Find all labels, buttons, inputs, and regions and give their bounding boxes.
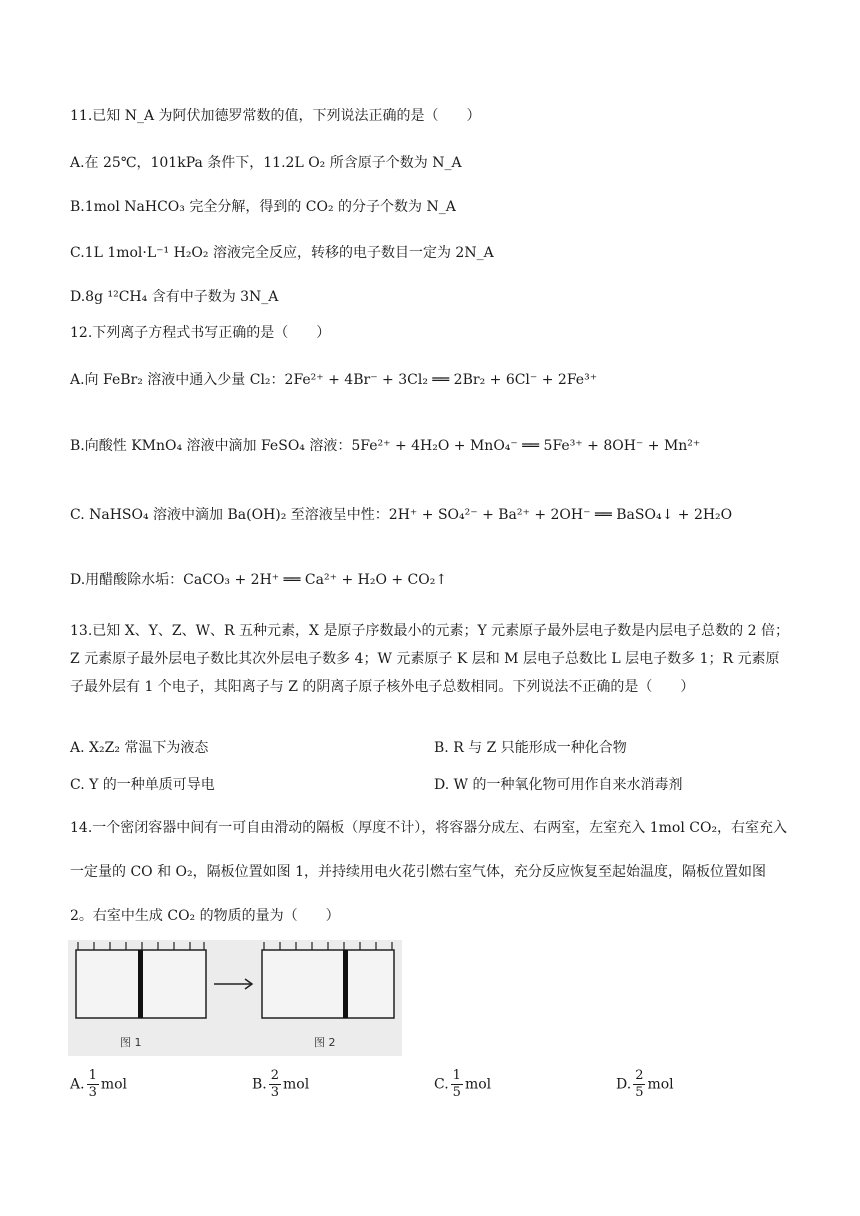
q13-option-b: B. R 与 Z 只能形成一种化合物: [434, 740, 627, 756]
q13-stem: 13.已知 X、Y、Z、W、R 五种元素，X 是原子序数最小的元素；Y 元素原子最外层电子数是内层电子总数的 2 倍；Z 元素原子最外层电子数比其次外层电子数多 4；W 元素原子 K 层和 M 层电子总数比 L 层电子数多 1；R 元素原子最外层有 1 个电子，其阳离子与 Z 的阴离子原子核外电子总数相同。下列说法不正确的是（ ）: [70, 623, 789, 695]
q11-option-a: A.在 25℃，101kPa 条件下，11.2L O₂ 所含原子个数为 N_A: [70, 155, 462, 171]
fig1-label: 图 1: [120, 1036, 142, 1049]
fig1-partition: [138, 950, 143, 1018]
q11-stem: 11.已知 N_A 为阿伏加德罗常数的值，下列说法正确的是（ ）: [70, 108, 481, 124]
q12-option-a: A.向 FeBr₂ 溶液中通入少量 Cl₂：2Fe²⁺ + 4Br⁻ + 3Cl₂ ══ 2Br₂ + 6Cl⁻ + 2Fe³⁺: [70, 372, 598, 388]
fig2-label: 图 2: [314, 1036, 336, 1049]
q14-stem: 14.一个密闭容器中间有一可自由滑动的隔板（厚度不计），将容器分成左、右两室，左室充入 1mol CO₂，右室充入一定量的 CO 和 O₂，隔板位置如图 1，并持续用电火花引燃右室气体，充分反应恢复至起始温度，隔板位置如图 2。右室中生成 CO₂ 的物质的量为（ ）: [70, 820, 788, 924]
q14-option-c: C. $\frac{1}{5}$ mol: [434, 1068, 492, 1100]
q12-option-b: B.向酸性 KMnO₄ 溶液中滴加 FeSO₄ 溶液：5Fe²⁺ + 4H₂O + MnO₄⁻ ══ 5Fe³⁺ + 8OH⁻ + Mn²⁺: [70, 438, 701, 454]
q11-option-d: D.8g ¹²CH₄ 含有中子数为 3N_A: [70, 289, 279, 305]
q13-option-c: C. Y 的一种单质可导电: [70, 777, 215, 793]
q14-option-d: D. $\frac{2}{5}$ mol: [616, 1068, 674, 1100]
q11-option-b: B.1mol NaHCO₃ 完全分解，得到的 CO₂ 的分子个数为 N_A: [70, 199, 456, 215]
q14-option-a: A. $\frac{1}{3}$ mol: [70, 1068, 128, 1100]
q12-option-d: D.用醋酸除水垢：CaCO₃ + 2H⁺ ══ Ca²⁺ + H₂O + CO₂↑: [70, 572, 448, 588]
fig2-partition: [343, 950, 348, 1018]
q13-option-a: A. X₂Z₂ 常温下为液态: [70, 740, 209, 756]
q12-option-c: C. NaHSO₄ 溶液中滴加 Ba(OH)₂ 至溶液呈中性：2H⁺ + SO₄²⁻ + Ba²⁺ + 2OH⁻ ══ BaSO₄↓ + 2H₂O: [70, 507, 733, 523]
q12-stem: 12.下列离子方程式书写正确的是（ ）: [70, 325, 331, 341]
fig2-container: [262, 950, 394, 1018]
q14-option-b: B. $\frac{2}{3}$ mol: [252, 1068, 310, 1100]
q11-option-c: C.1L 1mol·L⁻¹ H₂O₂ 溶液完全反应，转移的电子数目一定为 2N_A: [70, 245, 494, 261]
q13-option-d: D. W 的一种氧化物可用作自来水消毒剂: [434, 777, 683, 793]
container-figure: [68, 940, 402, 1056]
